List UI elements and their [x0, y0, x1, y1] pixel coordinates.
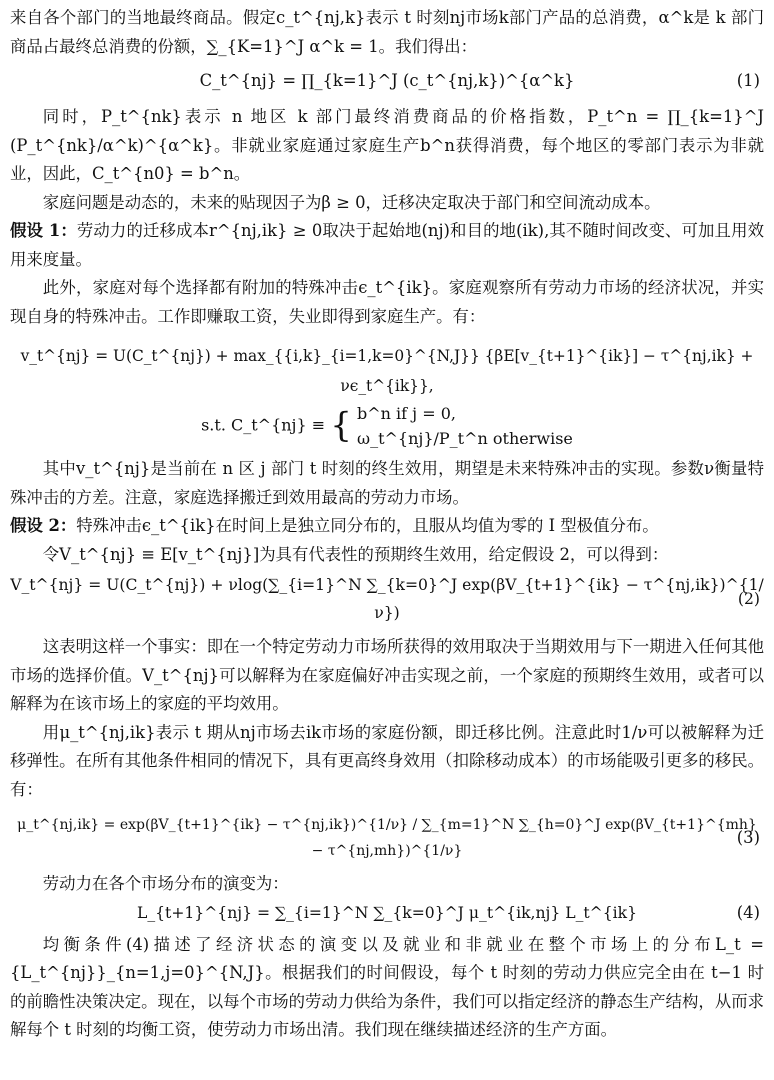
paragraph-idiosyncratic-shock: 此外，家庭对每个选择都有附加的特殊冲击ϵ_t^{ik}。家庭观察所有劳动力市场的经济状况，并实现自身的特殊冲击。工作即赚取工资，失业即得到家庭生产。有：: [10, 278, 764, 326]
equation-2: [10, 571, 764, 627]
paragraph-labor-evolution: 劳动力在各个市场分布的演变为：: [42, 874, 289, 893]
bellman-equation-body: v_t^{nj} = U(C_t^{nj}) + max_{{i,k}_{i=1,k=0}^{N,J}} {βE[v_{t+1}^{ik}] − τ^{nj,ik} + νϵ_t^{ik}},: [20, 347, 754, 395]
bellman-equation: [10, 341, 764, 401]
paragraph-migration-share: 用μ_t^{nj,ik}表示 t 期从nj市场去ik市场的家庭份额，即迁移比例。注意此时1/ν可以被解释为迁移弹性。在所有其他条件相同的情况下，具有更高终身效用（扣除移动成本）的市场能吸引更多的移民。有：: [10, 722, 764, 799]
budget-constraint: [10, 401, 764, 451]
assumption-2-label: 假设 2：: [10, 516, 77, 535]
constraint-system: [201, 401, 573, 451]
equation-3: [10, 812, 764, 864]
equation-3-number: (3): [736, 828, 760, 847]
paragraph-expected-utility: 令V_t^{nj} ≡ E[v_t^{nj}]为具有代表性的预期终生效用，给定假设 2，可以得到：: [42, 544, 669, 564]
paragraph-household-problem: 家庭问题是动态的，未来的贴现因子为β ≥ 0，迁移决定取决于部门和空间流动成本。: [42, 192, 661, 212]
equation-2-body: V_t^{nj} = U(C_t^{nj}) + νlog(∑_{i=1}^N ∑_{k=0}^J exp(βV_{t+1}^{ik} − τ^{nj,ik})^{1/ν}): [10, 576, 764, 622]
assumption-2-text: 特殊冲击ϵ_t^{ik}在时间上是独立同分布的，且服从均值为零的 I 型极值分布。: [76, 516, 659, 535]
paragraph-lifetime-utility: 其中v_t^{nj}是当前在 n 区 j 部门 t 时刻的终生效用，期望是未来特殊冲击的实现。参数ν衡量特殊冲击的方差。注意，家庭选择搬迁到效用最高的劳动力市场。: [10, 459, 764, 507]
equation-4-body: L_{t+1}^{nj} = ∑_{i=1}^N ∑_{k=0}^J μ_t^{ik,nj} L_t^{ik}: [136, 903, 637, 922]
equation-4: [10, 899, 764, 927]
constraint-case-unemployed: b^n if j = 0,: [357, 404, 456, 423]
spacer: [10, 331, 764, 341]
equation-2-number: (2): [737, 590, 760, 608]
assumption-1-text: 劳动力的迁移成本r^{nj,ik} ≥ 0取决于起始地(nj)和目的地(ik),其不随时间改变、可加且用效用来度量。: [10, 221, 764, 269]
equation-1-number: (1): [736, 71, 760, 90]
constraint-case-employed: ω_t^{nj}/P_t^n otherwise: [357, 429, 573, 448]
paragraph-option-value: 这表明这样一个事实：即在一个特定劳动力市场所获得的效用取决于当期效用与下一期进入任何其他市场的选择价值。V_t^{nj}可以解释为在家庭偏好冲击实现之前，一个家庭的预期终生效用，或者可以解释为在该市场上的家庭的平均效用。: [10, 637, 764, 713]
paragraph-consumption-intro: 来自各个部门的当地最终商品。假定c_t^{nj,k}表示 t 时刻nj市场k部门产品的总消费，α^k是 k 部门商品占最终总消费的份额，∑_{K=1}^J α^k = 1。我们得出：: [10, 8, 764, 56]
equation-3-body: μ_t^{nj,ik} = exp(βV_{t+1}^{ik} − τ^{nj,ik})^{1/ν} / ∑_{m=1}^N ∑_{h=0}^J exp(βV_{t+1}^{mh} − τ^{nj,mh})^{1/ν}: [17, 817, 757, 859]
equation-1-body: C_t^{nj} = ∏_{k=1}^J (c_t^{nj,k})^{α^k}: [199, 71, 575, 90]
paragraph-equilibrium: 均衡条件(4)描述了经济状态的演变以及就业和非就业在整个市场上的分布L_t = {L_t^{nj}}_{n=1,j=0}^{N,J}。根据我们的时间假设，每个 t 时刻的劳动力供应完全由在 t−1 时的前瞻性决策决定。现在，以每个市场的劳动力供给为条件，我们可以指定经济的静态生产结构，从而求解每个 t 时刻的均衡工资，使劳动力市场出清。我们现在继续描述经济的生产方面。: [10, 934, 764, 1039]
equation-4-number: (4): [736, 902, 760, 922]
assumption-2: [10, 512, 764, 541]
assumption-1: [10, 217, 764, 274]
left-brace: {: [330, 405, 352, 446]
equation-1: [10, 67, 764, 95]
paragraph-price-index: 同时，P_t^{nk}表示 n 地区 k 部门最终消费商品的价格指数，P_t^n = ∏_{k=1}^J (P_t^{nk}/α^k)^{α^k}。非就业家庭通过家庭生产b^n获得消费，每个地区的零部门表示为非就业，因此，C_t^{n0} = b^n。: [10, 107, 764, 183]
constraint-lhs: s.t. C_t^{nj} ≡: [201, 415, 326, 435]
constraint-cases: [357, 401, 573, 451]
assumption-1-label: 假设 1：: [10, 221, 77, 240]
